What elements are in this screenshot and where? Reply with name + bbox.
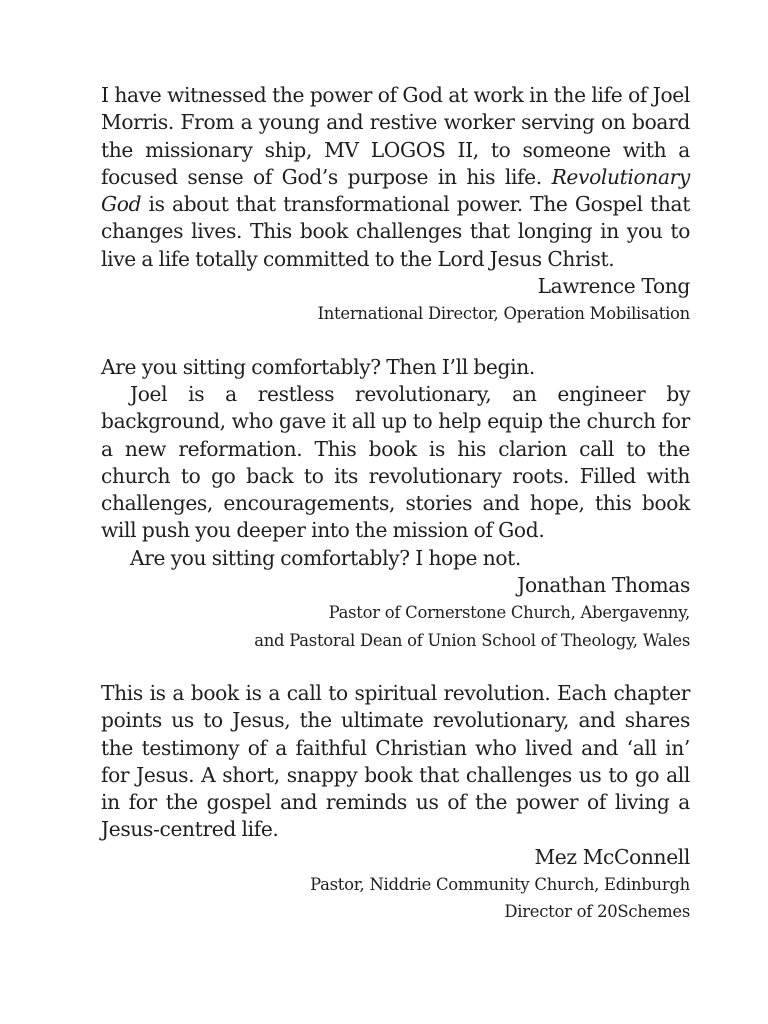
text-segment: is about that transformational power. The Gospel that changes lives. This book challenges that longing in you to live a life totally committed to the Lord Jesus Christ. [101, 192, 690, 271]
endorser-role: and Pastoral Dean of Union School of Theology, Wales [254, 630, 690, 650]
endorsement-text: This is a book is a call to spiritual revolution. Each chapter points us to Jesus, the ultimate revolutionary, and shares the testimony of a faithful Christian who lived and ‘all in’ for Jesus. A short, snappy book that challenges us to go all in for the gospel and reminds us of the power of living a Jesus-centred life. [101, 680, 690, 842]
book-title: Revolutionary God [101, 164, 690, 217]
endorsements-page [101, 82, 690, 926]
endorser-name: Mez McConnell [534, 844, 690, 869]
endorser-role: Pastor of Cornerstone Church, Abergavenny, [328, 603, 690, 623]
endorsement-text: Are you sitting comfortably? I hope not. [130, 545, 521, 570]
endorser-role: Director of 20Schemes [504, 902, 690, 922]
endorser-role: Pastor, Niddrie Community Church, Edinburgh [310, 875, 690, 895]
endorsement-text: Are you sitting comfortably? Then I’ll begin. [101, 354, 535, 379]
endorser-role: International Director, Operation Mobilisation [317, 304, 690, 324]
endorsement-mez-mcconnell [101, 680, 690, 926]
endorsement-lawrence-tong [101, 82, 690, 328]
endorsement-jonathan-thomas [101, 354, 690, 654]
text-segment: I have witnessed the power of God at work in the life of Joel Morris. From a young and restive worker serving on board the missionary ship, MV LOGOS II, to someone with a focused sense of God’s purpose in his life. [101, 83, 690, 189]
endorser-name: Lawrence Tong [537, 274, 690, 299]
endorser-name: Jonathan Thomas [517, 573, 690, 598]
endorsement-text [101, 82, 690, 273]
endorsement-text: Joel is a restless revolutionary, an engineer by background, who gave it all up to help equip the church for a new reformation. This book is his clarion call to the church to go back to its revolutionary roots. Filled with challenges, encouragements, stories and hope, this book will push you deeper into the mission of God. [101, 381, 690, 543]
